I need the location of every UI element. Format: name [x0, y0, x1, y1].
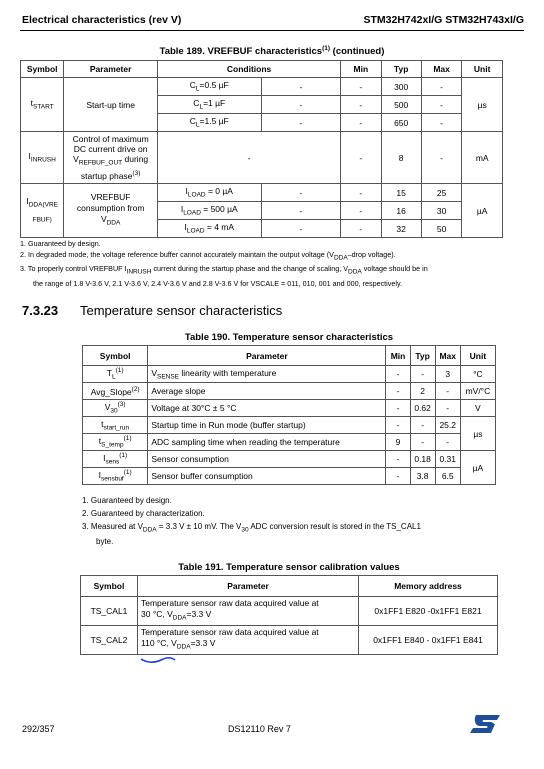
- table-191-caption: Table 191. Temperature sensor calibration values: [178, 562, 400, 573]
- table-row: Avg_Slope$^{(2)}$ Average slope - 2 - mV/°C: [83, 383, 496, 400]
- underline-annotation: [139, 651, 179, 665]
- table-row: $I_{INRUSH}$ Control of maximum DC current drive on $V_{REFBUF\_OUT}$ during startup phase$^{(3)}$ - - 8 - mA: [21, 132, 503, 184]
- col-parameter: Parameter: [64, 61, 158, 78]
- table-row: $I_{sens}^{(1)}$ Sensor consumption - 0.18 0.31 µA: [83, 451, 496, 468]
- table-row: $V_{30}^{(3)}$ Voltage at 30°C ± 5 °C - 0.62 - V: [83, 400, 496, 417]
- tstart-param: Start-up time: [64, 78, 158, 132]
- header-rule: [20, 30, 524, 31]
- table-189: [20, 60, 503, 238]
- st-logo-icon: [470, 715, 500, 733]
- table-row: TS_CAL2 Temperature sensor raw data acquired value at 110 °C, $V_{DDA}=3.3$ V 0x1FF1 E840 - 0x1FF1 E841: [81, 626, 498, 655]
- doc-revision: DS12110 Rev 7: [228, 724, 291, 734]
- col-unit: Unit: [462, 61, 503, 78]
- table-row: $I_{LOAD} = 500$ µA - - 16 30: [21, 202, 503, 220]
- section-heading: 7.3.23 Temperature sensor characteristics: [22, 303, 283, 318]
- col-conditions: Conditions: [157, 61, 340, 78]
- col-min: Min: [341, 61, 381, 78]
- table-189-caption: Table 189. VREFBUF characteristics$^{(1)}$ (continued): [159, 45, 385, 58]
- idda-param: VREFBUF consumption from $V_{DDA}$: [64, 184, 158, 238]
- table-190-caption: Table 190. Temperature sensor characteristics: [184, 332, 394, 343]
- table-row: $I_{sensbuf}^{(1)}$ Sensor buffer consumption - 3.8 6.5: [83, 468, 496, 485]
- inrush-symbol: $I_{INRUSH}$: [21, 132, 64, 184]
- table-row: $C_L=1$ µF - - 500 -: [21, 96, 503, 114]
- tstart-symbol: $t_{START}$: [21, 78, 64, 132]
- table-189-notes: 1. Guaranteed by design. 2. In degraded mode, the voltage reference buffer cannot accurately maintain the output voltage ($V_{DDA}$–drop voltage). 3. To properly control VREFBUF $I_{INRUSH}$ current during the startup phase and the change of scaling, $V_{DDA}$ voltage should be in the range of 1.8 V-3.6 V, 2.1 V-3.6 V, 2.4 V-3.6 V and 2.8 V-3.6 V for VSCALE = 011, 010, 001 and 000, respectively.: [20, 239, 428, 288]
- col-typ: Typ: [381, 61, 421, 78]
- header-title: Electrical characteristics (rev V): [22, 14, 182, 26]
- table-190: Symbol Parameter Min Typ Max Unit $T_L^{(1)}$ $V_{SENSE}$ linearity with temperature - - 3 °C Avg_Slope$^{(2)}$ Average slope - 2 - mV/°C $V_{30}^{(3)}$ Voltage at 30°C ± 5 °C - 0.62 - V $t_{start\_run}$ Startup time in Run mode (buffer startup) - - 25.2 µs $t_{S\_temp}^{(1)}$ ADC sampling time when reading the temperature 9 - - $I_{sens}^{(1)}$ Sensor consumption - 0.18 0.31 µA $I_{sensbuf}^{(1)}$ Sensor buffer consumption - 3.8 6.5: [82, 345, 496, 485]
- table-row: $I_{LOAD} = 4$ mA - - 32 50: [21, 220, 503, 238]
- table-190-notes: 1. Guaranteed by design. 2. Guaranteed by characterization. 3. Measured at $V_{DDA} = 3.3$ V ± 10 mV. The $V_{30}$ ADC conversion result is stored in the TS_CAL1 byte.: [82, 496, 421, 546]
- table-row: $C_L=1.5$ µF - - 650 -: [21, 114, 503, 132]
- header-part-number: STM32H742xI/G STM32H743xI/G: [363, 14, 524, 26]
- idda-symbol: $I_{DDA(VRE}$ $_{FBUF)}$: [21, 184, 64, 238]
- col-symbol: Symbol: [21, 61, 64, 78]
- table-row: $t_{start\_run}$ Startup time in Run mode (buffer startup) - - 25.2 µs: [83, 417, 496, 434]
- table-row: $t_{S\_temp}^{(1)}$ ADC sampling time when reading the temperature 9 - -: [83, 434, 496, 451]
- table-row: $I_{DDA(VRE}$ $_{FBUF)}$ VREFBUF consumption from $V_{DDA}$ $I_{LOAD} = 0$ µA - - 15 25 µA: [21, 184, 503, 202]
- table-row: $T_L^{(1)}$ $V_{SENSE}$ linearity with temperature - - 3 °C: [83, 366, 496, 383]
- table-191: Symbol Parameter Memory address TS_CAL1 Temperature sensor raw data acquired value at 30 °C, $V_{DDA}=3.3$ V 0x1FF1 E820 -0x1FF1 E821 TS_CAL2 Temperature sensor raw data acquired value at 110 °C, $V_{DDA}=3.3$ V 0x1FF1 E840 - 0x1FF1 E841: [80, 575, 498, 655]
- inrush-param: Control of maximum DC current drive on $V_{REFBUF\_OUT}$ during startup phase$^{(3)}$: [64, 132, 158, 184]
- page-number: 292/357: [22, 724, 55, 734]
- table-row: $t_{START}$ Start-up time $C_L=0.5$ µF - - 300 - µs: [21, 78, 503, 96]
- col-max: Max: [421, 61, 462, 78]
- table-row: TS_CAL1 Temperature sensor raw data acquired value at 30 °C, $V_{DDA}=3.3$ V 0x1FF1 E820 -0x1FF1 E821: [81, 597, 498, 626]
